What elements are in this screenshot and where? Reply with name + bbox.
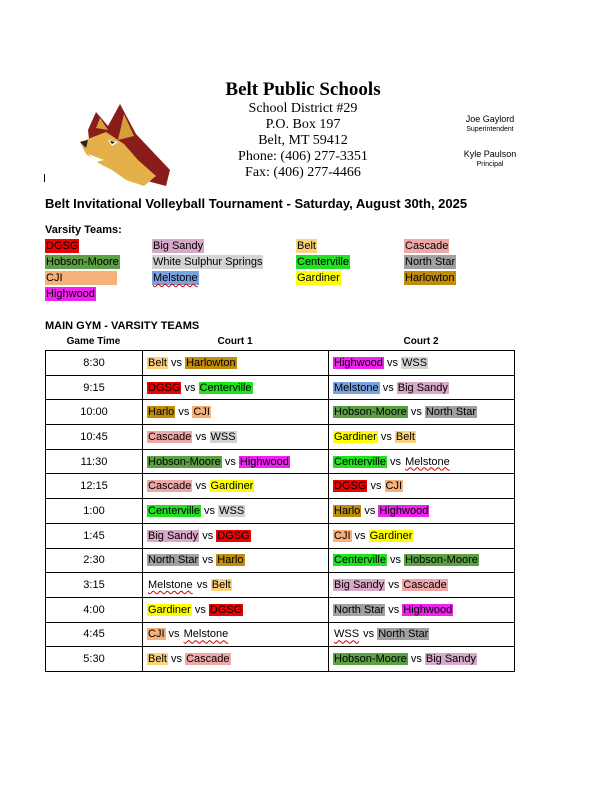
match-team: Big Sandy (334, 579, 385, 592)
team-gardiner: Gardiner (297, 272, 340, 284)
game-time: 5:30 (46, 647, 143, 672)
principal-name: Kyle Paulson (463, 149, 517, 159)
team-north-star: North Star (405, 256, 456, 268)
court-1-match (143, 647, 329, 672)
vs-text: vs (167, 356, 186, 369)
match-team: North Star (334, 603, 385, 616)
game-time: 10:45 (46, 425, 143, 450)
match-team: Highwood (334, 356, 383, 369)
team-dgsg: DGSG (46, 240, 79, 252)
match-team: CJI (385, 480, 403, 493)
match-team: WSS (334, 628, 360, 641)
match-team: Hobson-Moore (334, 653, 407, 666)
team-cascade: Cascade (405, 240, 449, 252)
match-team: Gardiner (148, 603, 191, 616)
wolf-mascot-icon (78, 100, 178, 188)
match-team: Melstone (334, 381, 379, 394)
vs-text: vs (193, 579, 211, 592)
vs-text: vs (383, 356, 402, 369)
match-team: North Star (425, 406, 477, 419)
superintendent-block (446, 114, 534, 134)
match-team: Centerville (148, 504, 200, 517)
schedule-table (45, 350, 515, 672)
vs-text: vs (377, 430, 395, 443)
court-1-match (143, 351, 329, 376)
vs-text: vs (407, 653, 425, 666)
school-fax: Fax: (406) 277-4466 (245, 165, 361, 179)
match-team: North Star (148, 554, 199, 567)
match-team: Harlo (217, 554, 244, 567)
match-team: Big Sandy (425, 653, 477, 666)
match-team: WSS (210, 430, 236, 443)
game-time: 3:15 (46, 573, 143, 598)
schedule-row (46, 351, 515, 376)
school-name: Belt Public Schools (225, 79, 381, 100)
school-letterhead (205, 79, 401, 179)
game-time: 4:00 (46, 597, 143, 622)
team-highwood: Highwood (46, 288, 95, 300)
vs-text: vs (221, 455, 239, 468)
team-white-sulphur-springs: White Sulphur Springs (153, 256, 263, 268)
match-team: Centerville (334, 554, 386, 567)
match-team: Cascade (186, 653, 230, 666)
match-team: Harlo (334, 504, 361, 517)
main-gym-heading: MAIN GYM - VARSITY TEAMS (45, 320, 200, 332)
court-2-match (329, 597, 515, 622)
col-game-time: Game Time (66, 336, 121, 347)
court-2-match (329, 523, 515, 548)
schedule-row (46, 523, 515, 548)
vs-text: vs (199, 529, 217, 542)
match-team: Belt (148, 356, 167, 369)
vs-text: vs (192, 430, 210, 443)
match-team: Belt (211, 579, 231, 592)
col-court-2: Court 2 (403, 336, 439, 347)
match-team: DGSG (209, 603, 243, 616)
match-team: Big Sandy (397, 381, 448, 394)
match-team: Gardiner (334, 430, 377, 443)
match-team: DGSG (217, 529, 250, 542)
vs-text: vs (386, 455, 405, 468)
game-time: 4:45 (46, 622, 143, 647)
game-time: 8:30 (46, 351, 143, 376)
match-team: Harlo (148, 406, 175, 419)
game-time: 11:30 (46, 449, 143, 474)
court-1-match (143, 474, 329, 499)
match-team: WSS (402, 356, 428, 369)
match-team: Melstone (148, 579, 193, 592)
team-centerville: Centerville (297, 256, 349, 268)
court-2-match (329, 647, 515, 672)
school-po-box: P.O. Box 197 (265, 117, 341, 132)
school-phone: Phone: (406) 277-3351 (238, 149, 368, 164)
match-team: CJI (148, 628, 165, 641)
vs-text: vs (199, 554, 217, 567)
court-2-match (329, 351, 515, 376)
vs-text: vs (360, 628, 378, 641)
vs-text: vs (385, 603, 403, 616)
court-1-match (143, 597, 329, 622)
match-team: CJI (193, 406, 210, 419)
schedule-row (46, 647, 515, 672)
page-title: Belt Invitational Volleyball Tournament - Saturday, August 30th, 2025 (45, 196, 468, 211)
team-big-sandy: Big Sandy (153, 240, 204, 252)
vs-text: vs (181, 381, 199, 394)
match-team: Hobson-Moore (334, 406, 407, 419)
court-1-match (143, 573, 329, 598)
court-2-match (329, 573, 515, 598)
match-team: Highwood (379, 504, 429, 517)
court-1-match (143, 400, 329, 425)
vs-text: vs (361, 504, 379, 517)
vs-text: vs (379, 381, 397, 394)
team-hobson-moore: Hobson-Moore (46, 256, 119, 268)
team-cji: CJI (45, 271, 117, 285)
court-2-match (329, 400, 515, 425)
vs-text: vs (200, 504, 219, 517)
game-time: 12:15 (46, 474, 143, 499)
col-court-1: Court 1 (217, 336, 253, 347)
court-2-match (329, 548, 515, 573)
schedule-row (46, 597, 515, 622)
vs-text: vs (367, 480, 385, 493)
text-cursor (44, 174, 45, 182)
court-1-match (143, 622, 329, 647)
game-time: 10:00 (46, 400, 143, 425)
schedule-row (46, 474, 515, 499)
court-1-match (143, 548, 329, 573)
principal-block (446, 149, 534, 169)
court-1-match (143, 523, 329, 548)
team-harlowton: Harlowton (405, 272, 455, 284)
team-belt: Belt (297, 240, 316, 252)
match-team: Centerville (334, 455, 386, 468)
vs-text: vs (167, 653, 186, 666)
schedule-body (46, 351, 515, 672)
superintendent-name: Joe Gaylord (465, 114, 515, 124)
vs-text: vs (386, 554, 405, 567)
schedule-row (46, 622, 515, 647)
game-time: 1:00 (46, 499, 143, 524)
superintendent-title: Superintendent (466, 126, 514, 133)
team-melstone: Melstone (153, 272, 198, 284)
match-team: Cascade (148, 430, 192, 443)
vs-text: vs (175, 406, 193, 419)
court-2-match (329, 499, 515, 524)
schedule-row (46, 375, 515, 400)
schedule-row (46, 548, 515, 573)
match-team: Gardiner (210, 480, 254, 493)
vs-text: vs (351, 529, 369, 542)
match-team: DGSG (334, 480, 367, 493)
principal-title: Principal (476, 161, 504, 168)
game-time: 2:30 (46, 548, 143, 573)
school-district: School District #29 (248, 101, 358, 116)
match-team: Highwood (403, 603, 453, 616)
match-team: Hobson-Moore (405, 554, 478, 567)
match-team: Cascade (148, 480, 192, 493)
court-2-match (329, 375, 515, 400)
match-team: Gardiner (369, 529, 413, 542)
match-team: Belt (395, 430, 415, 443)
schedule-row (46, 425, 515, 450)
match-team: Centerville (199, 381, 252, 394)
court-1-match (143, 499, 329, 524)
match-team: DGSG (148, 381, 181, 394)
schedule-row (46, 499, 515, 524)
match-team: North Star (378, 628, 429, 641)
court-2-match (329, 425, 515, 450)
court-2-match (329, 449, 515, 474)
match-team: CJI (334, 529, 351, 542)
game-time: 1:45 (46, 523, 143, 548)
schedule-row (46, 573, 515, 598)
school-city: Belt, MT 59412 (258, 133, 348, 148)
schedule-row (46, 400, 515, 425)
schedule-row (46, 449, 515, 474)
match-team: Belt (148, 653, 167, 666)
court-1-match (143, 425, 329, 450)
vs-text: vs (191, 603, 209, 616)
vs-text: vs (165, 628, 183, 641)
court-2-match (329, 622, 515, 647)
match-team: Hobson-Moore (148, 455, 221, 468)
match-team: Highwood (239, 455, 289, 468)
match-team: Cascade (403, 579, 447, 592)
game-time: 9:15 (46, 375, 143, 400)
vs-text: vs (407, 406, 425, 419)
court-2-match (329, 474, 515, 499)
match-team: Big Sandy (148, 529, 199, 542)
match-team: Harlowton (186, 356, 236, 369)
court-1-match (143, 449, 329, 474)
vs-text: vs (192, 480, 210, 493)
vs-text: vs (385, 579, 403, 592)
match-team: Melstone (183, 628, 229, 641)
court-1-match (143, 375, 329, 400)
match-team: WSS (219, 504, 245, 517)
varsity-teams-label: Varsity Teams: (45, 224, 122, 236)
match-team: Melstone (405, 455, 450, 468)
